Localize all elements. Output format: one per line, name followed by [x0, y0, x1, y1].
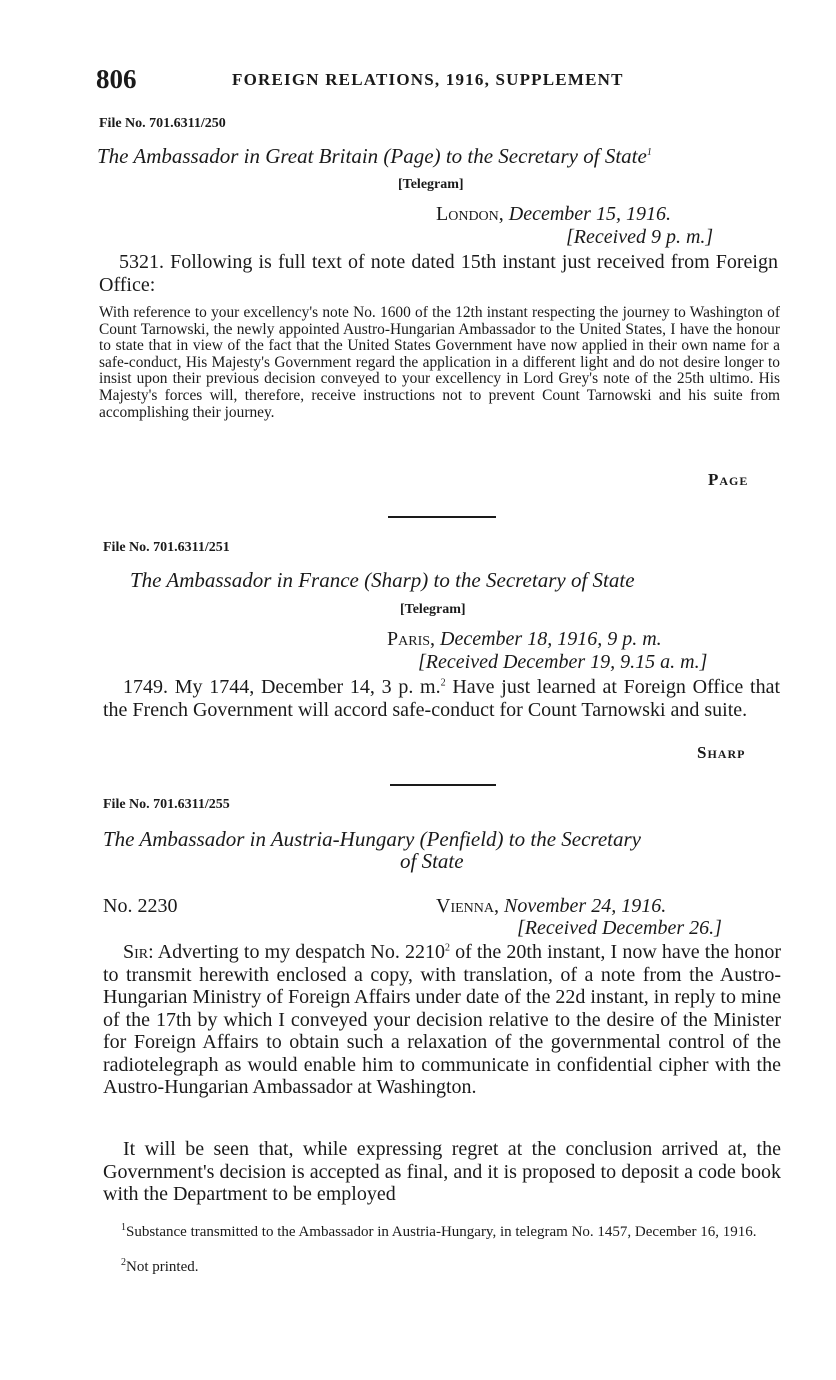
heading-text: The Ambassador in Great Britain (Page) to the Secretary of State [97, 144, 647, 168]
footnote-ref: 2 [440, 677, 446, 689]
running-title: FOREIGN RELATIONS, 1916, SUPPLEMENT [232, 70, 624, 89]
page-number: 806 [96, 64, 137, 94]
telegram-body [103, 676, 780, 721]
footnote-text: Not printed. [126, 1259, 199, 1275]
document-heading: The Ambassador in Austria-Hungary (Penfield) to the Secretary [103, 827, 641, 851]
received-note: [Received December 26.] [517, 917, 722, 939]
place: Vienna, [436, 895, 499, 917]
despatch-number: No. 2230 [103, 895, 178, 917]
body-text: Adverting to my despatch No. 2210 [153, 941, 445, 963]
footnote-ref: 1 [646, 147, 652, 158]
body-text: of the 20th instant, I now have the honor to transmit herewith enclosed a copy, with translation, of a note from the Austro-Hungarian Ministry of Foreign Affairs under date of the 22d instant, in reply to mine of the 17th by which I conveyed your decision relative to the desire of the Minister for Foreign Affairs to obtain such a relaxation of the governmental control of the radiotelegraph as would enable him to communicate in confidential cipher with the Austro-Hungarian Ambassador at Washington. [103, 941, 781, 1098]
footnote-text: Substance transmitted to the Ambassador in Austria-Hungary, in telegram No. 1457, December 16, 1916. [126, 1224, 757, 1240]
place: London, [436, 203, 504, 225]
footnote-ref: 2 [444, 942, 450, 954]
date: December 15, 1916. [508, 203, 671, 225]
dateline [436, 895, 666, 918]
document-heading-continued: of State [400, 849, 464, 873]
footnote-mark: 1 [121, 1222, 126, 1233]
dateline [436, 203, 671, 226]
despatch-paragraph: It will be seen that, while expressing regret at the conclusion arrived at, the Government's decision is accepted as final, and it is proposed to deposit a code book with the Department to be employed [103, 1138, 781, 1205]
body-text: Have just learned at Foreign Office that the French Government will accord safe-conduct for Count Tarnowski and suite. [103, 676, 780, 721]
section-divider [390, 784, 496, 786]
signature: Page [708, 470, 749, 489]
date: November 24, 1916. [504, 895, 667, 917]
received-note: [Received December 19, 9.15 a. m.] [418, 651, 708, 673]
dateline [387, 628, 662, 651]
telegram-intro: 5321. Following is full text of note dated 15th instant just received from Foreign Office: [99, 251, 778, 296]
received-note: [Received 9 p. m.] [566, 226, 714, 248]
telegram-label: [Telegram] [398, 177, 464, 192]
file-number: File No. 701.6311/251 [103, 540, 230, 555]
date: December 18, 1916, 9 p. m. [440, 628, 662, 650]
file-number: File No. 701.6311/250 [99, 116, 226, 131]
quoted-note: With reference to your excellency's note No. 1600 of the 12th instant respecting the journey to Washington of Count Tarnowski, the newly appointed Austro-Hungarian Ambassador to the United States, I have the honour to state that in view of the fact that the United States Government have now applied in their own name for a safe-conduct, His Majesty's Government regard the application in a different light and do not desire longer to insist upon their previous decision conveyed to your excellency in Lord Grey's note of the 25th ultimo. His Majesty's forces will, therefore, receive instructions not to prevent Count Tarnowski and his suite from accomplishing their journey. [99, 304, 780, 421]
telegram-label: [Telegram] [400, 602, 466, 617]
signature: Sharp [697, 743, 746, 762]
footnote [103, 1224, 783, 1240]
place: Paris, [387, 628, 436, 650]
despatch-paragraph [103, 941, 781, 1099]
salutation: Sir: [123, 941, 154, 963]
footnote [121, 1259, 199, 1275]
file-number: File No. 701.6311/255 [103, 797, 230, 812]
footnote-mark: 2 [121, 1257, 126, 1268]
body-text: 1749. My 1744, December 14, 3 p. m. [123, 676, 441, 698]
section-divider [388, 516, 496, 518]
document-heading: The Ambassador in France (Sharp) to the Secretary of State [130, 568, 635, 592]
document-heading [97, 144, 652, 169]
